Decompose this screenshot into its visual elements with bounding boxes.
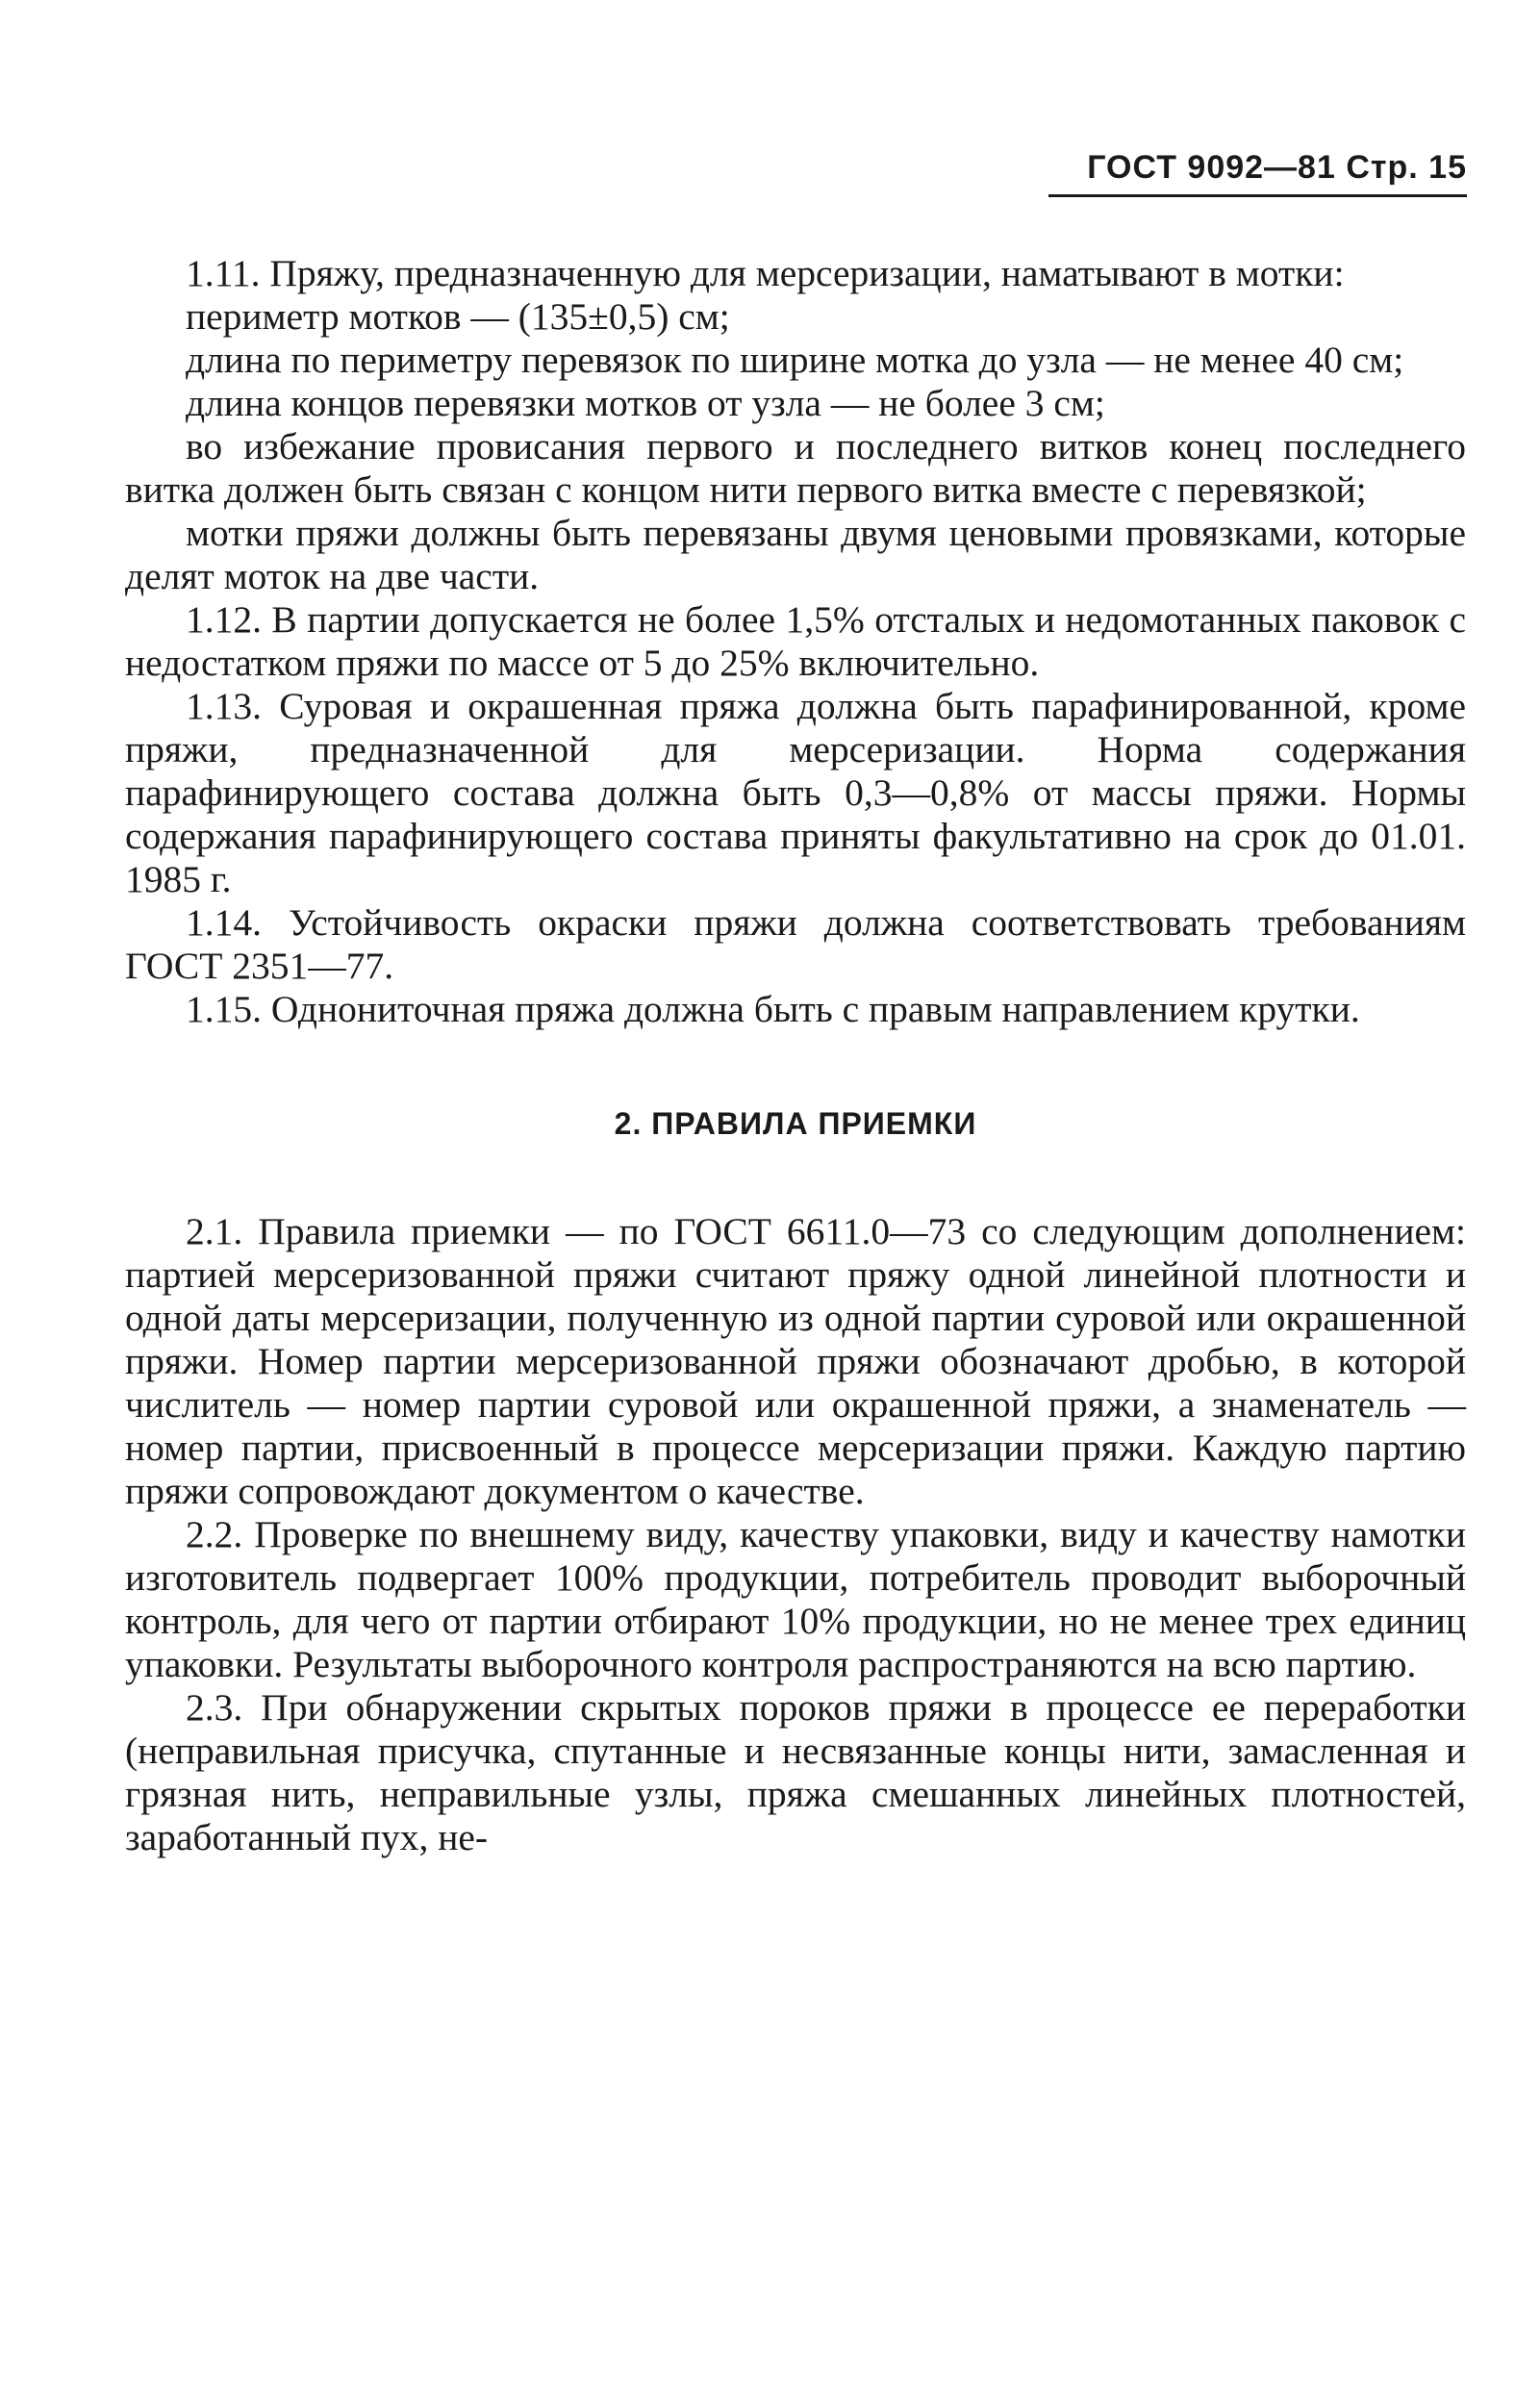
list-item-lea-ties: мотки пряжи должны быть перевязаны двумя ценовыми провязками, которые делят моток на две части. (125, 512, 1466, 597)
paragraph-1-15: 1.15. Однониточная пряжа должна быть с правым направлением крутки. (186, 988, 1360, 1030)
paragraph-2-2: 2.2. Проверке по внешнему виду, качеству упаковки, виду и качеству намотки изготовитель подвергает 100% продукции, потребитель проводит выборочный контроль, для чего от партии отбирают 10% продукции, но не менее трех единиц упаковки. Результаты выборочного контроля распространяются на всю партию. (125, 1513, 1466, 1685)
paragraph-1-14: 1.14. Устойчивость окраски пряжи должна соответствовать требованиям ГОСТ 2351—77. (125, 901, 1466, 987)
paragraph-2-1: 2.1. Правила приемки — по ГОСТ 6611.0—73 со следующим дополнением: партией мерсеризованной пряжи считают пряжу одной линейной плотности и одной даты мерсеризации, полученную из одной партии суровой или окрашенной пряжи. Номер партии мерсеризованной пряжи обозначают дробью, в которой числитель — номер партии суровой или окрашенной пряжи, а знаменатель — номер партии, присвоенный в процессе мерсеризации пряжи. Каждую партию пряжи сопровождают документом о качестве. (125, 1210, 1466, 1512)
paragraph-1-12: 1.12. В партии допускается не более 1,5% отсталых и недомотанных паковок с недостатком пряжи по массе от 5 до 25% включительно. (125, 598, 1466, 684)
section-heading: 2. ПРАВИЛА ПРИЕМКИ (614, 1106, 977, 1141)
list-item-sagging: во избежание провисания первого и последнего витков конец последнего витка должен быть связан с концом нити первого витка вместе с перевязкой; (125, 425, 1466, 511)
page-body (125, 252, 1466, 1859)
page-header: ГОСТ 9092—81 Стр. 15 (1048, 149, 1467, 197)
paragraph-1-11: 1.11. Пряжу, предназначенную для мерсеризации, наматывают в мотки: (186, 252, 1345, 294)
list-item-tie-ends: длина концов перевязки мотков от узла — не более 3 см; (186, 382, 1105, 424)
list-item-perimeter: периметр мотков — (135±0,5) см; (186, 295, 730, 338)
list-item-tie-length: длина по периметру перевязок по ширине мотка до узла — не менее 40 см; (186, 339, 1404, 381)
paragraph-2-3: 2.3. При обнаружении скрытых пороков пряжи в процессе ее переработки (неправильная присучка, спутанные и несвязанные концы нити, замасленная и грязная нить, неправильные узлы, пряжа смешанных линейных плотностей, заработанный пух, не- (125, 1686, 1466, 1858)
paragraph-1-13: 1.13. Суровая и окрашенная пряжа должна быть парафинированной, кроме пряжи, предназначенной для мерсеризации. Норма содержания парафинирующего состава должна быть 0,3—0,8% от массы пряжи. Нормы содержания парафинирующего состава приняты факультативно на срок до 01.01. 1985 г. (125, 685, 1466, 900)
